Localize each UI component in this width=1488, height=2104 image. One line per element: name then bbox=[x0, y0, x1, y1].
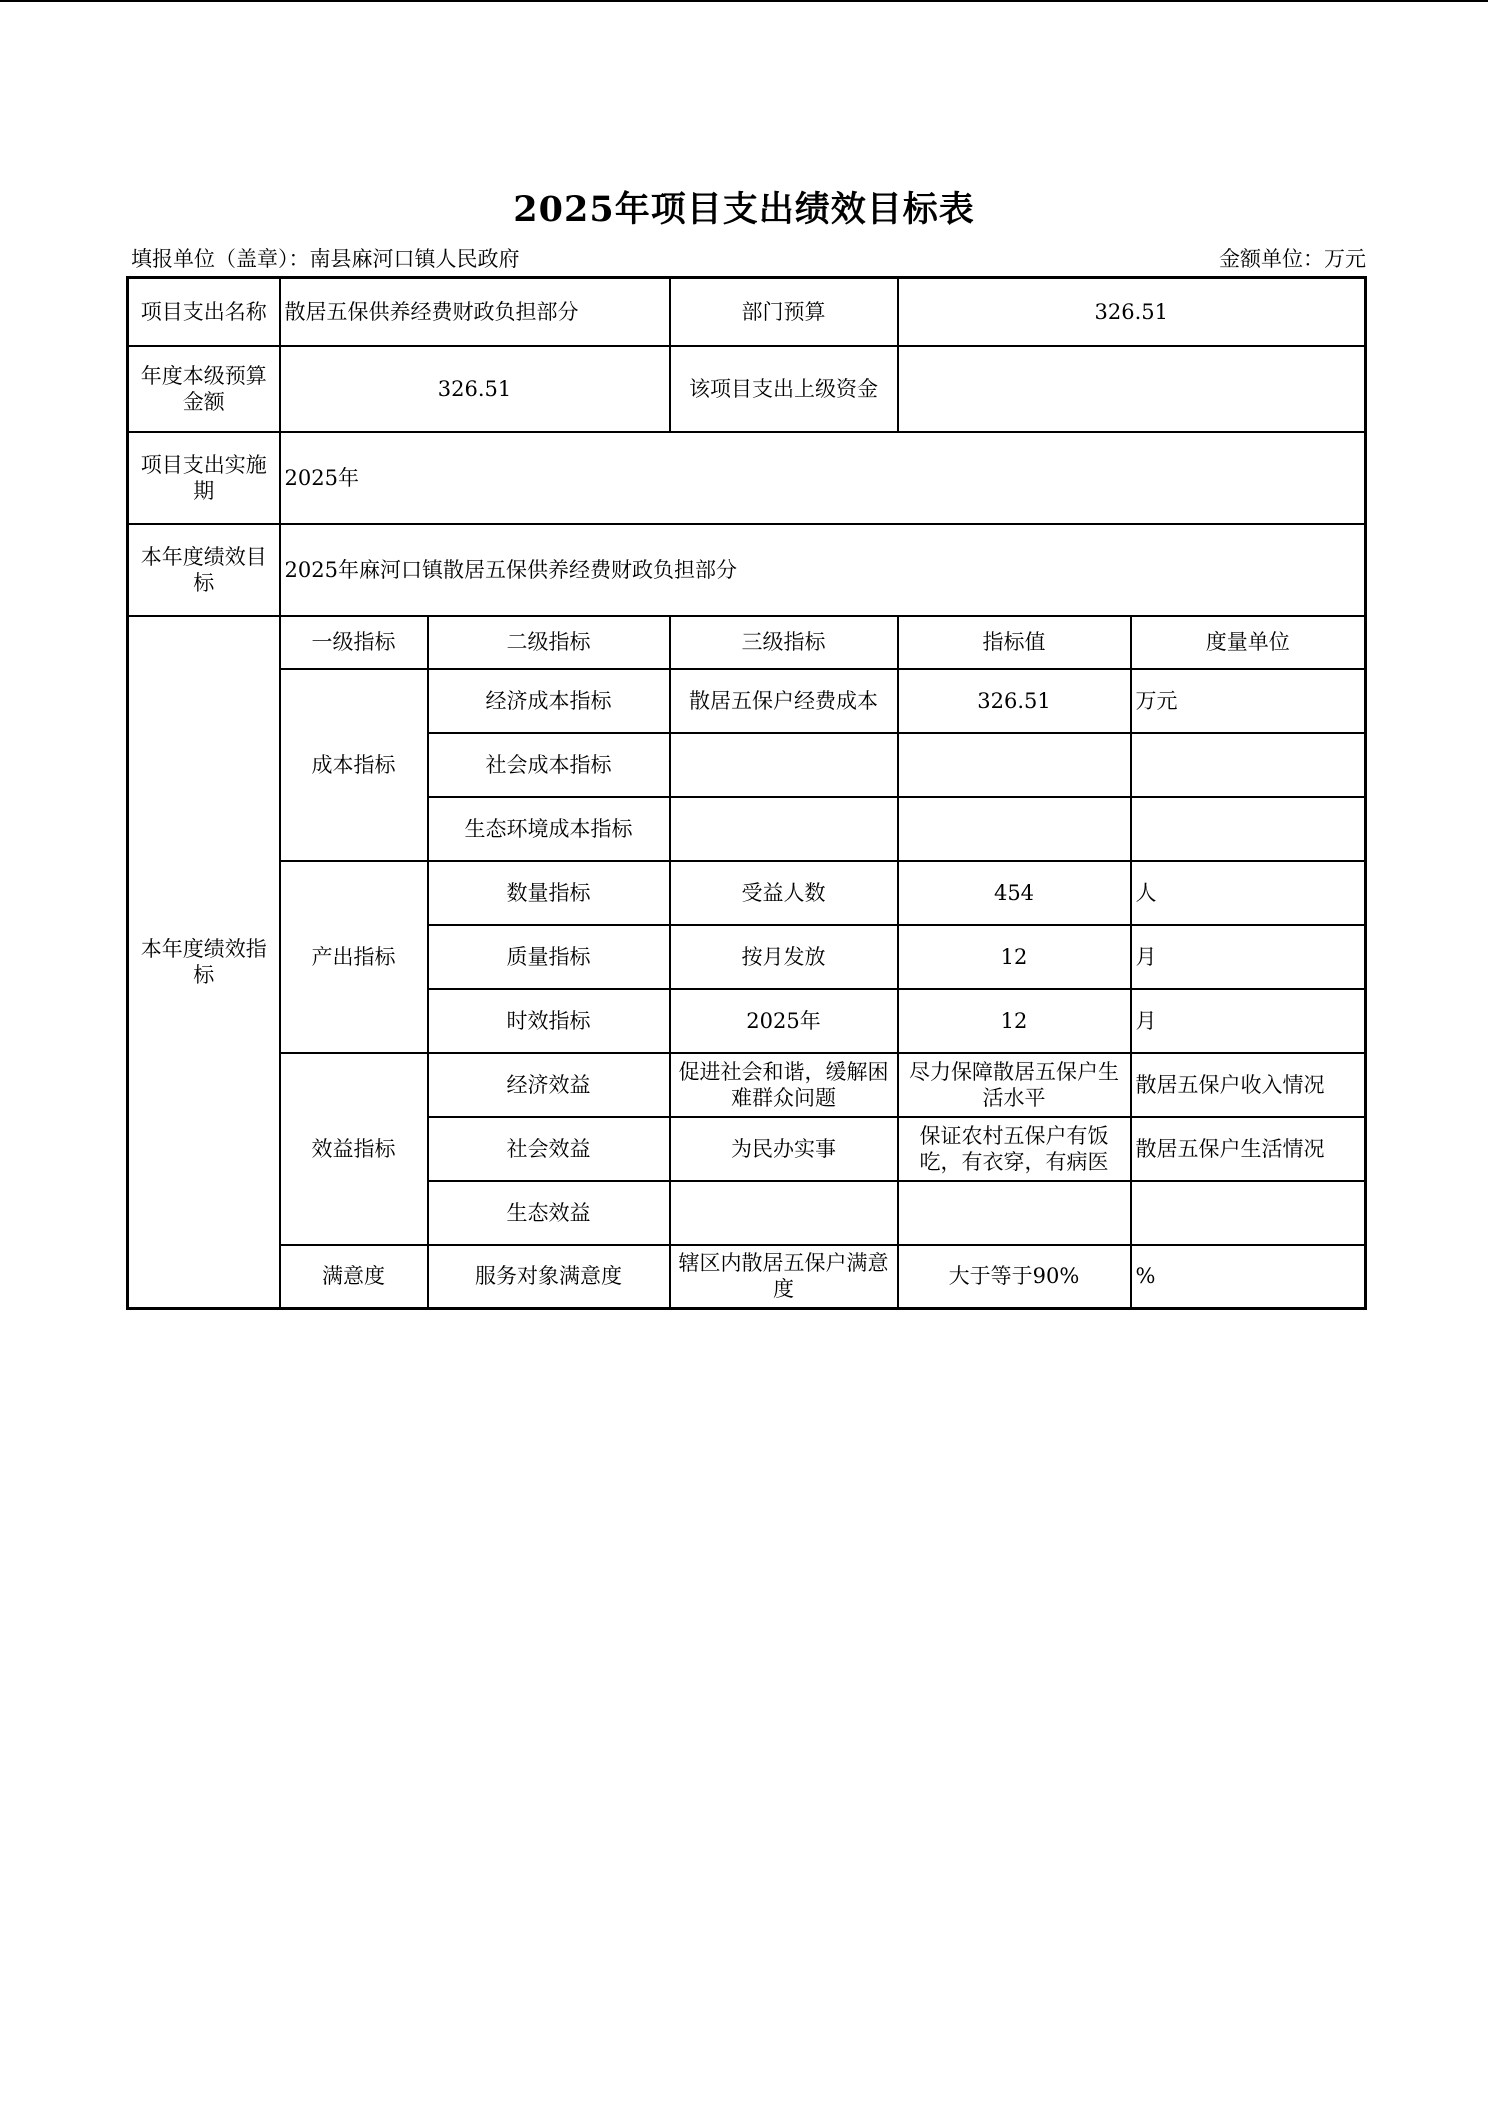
indicator-row bbox=[128, 1053, 1366, 1117]
row-project-name bbox=[128, 278, 1366, 346]
document-title: 2025年项目支出绩效目标表 bbox=[513, 189, 975, 230]
level2-indicator: 服务对象满意度 bbox=[428, 1245, 670, 1309]
indicator-row bbox=[128, 669, 1366, 733]
indicator-value: 12 bbox=[898, 989, 1131, 1053]
superior-funds-label: 该项目支出上级资金 bbox=[670, 346, 898, 432]
measure-unit bbox=[1131, 1181, 1366, 1245]
indicators-label: 本年度绩效指标 bbox=[128, 616, 280, 1309]
amount-unit: 金额单位：万元 bbox=[1219, 247, 1366, 271]
level2-indicator: 数量指标 bbox=[428, 861, 670, 925]
indicator-value: 尽力保障散居五保户生活水平 bbox=[898, 1053, 1131, 1117]
indicator-row bbox=[128, 861, 1366, 925]
measure-unit: % bbox=[1131, 1245, 1366, 1309]
level3-indicator bbox=[670, 1181, 898, 1245]
level3-indicator: 2025年 bbox=[670, 989, 898, 1053]
measure-unit: 月 bbox=[1131, 925, 1366, 989]
level3-indicator: 受益人数 bbox=[670, 861, 898, 925]
row-annual-goal bbox=[128, 524, 1366, 616]
indicator-value: 保证农村五保户有饭吃，有衣穿，有病医 bbox=[898, 1117, 1131, 1181]
level3-indicator: 按月发放 bbox=[670, 925, 898, 989]
level1-indicator: 成本指标 bbox=[280, 669, 428, 861]
page-top-border bbox=[0, 0, 1488, 2]
indicator-value bbox=[898, 733, 1131, 797]
period-label: 项目支出实施期 bbox=[128, 432, 280, 524]
reporting-unit: 填报单位（盖章）：南县麻河口镇人民政府 bbox=[131, 247, 520, 271]
indicator-header-row bbox=[128, 616, 1366, 669]
row-period bbox=[128, 432, 1366, 524]
measure-unit: 月 bbox=[1131, 989, 1366, 1053]
dept-budget-value: 326.51 bbox=[898, 278, 1366, 346]
column-header: 指标值 bbox=[898, 616, 1131, 669]
level2-indicator: 生态环境成本指标 bbox=[428, 797, 670, 861]
column-header: 一级指标 bbox=[280, 616, 428, 669]
level2-indicator: 经济效益 bbox=[428, 1053, 670, 1117]
level2-indicator: 时效指标 bbox=[428, 989, 670, 1053]
column-header: 度量单位 bbox=[1131, 616, 1366, 669]
indicator-value: 大于等于90% bbox=[898, 1245, 1131, 1309]
measure-unit: 散居五保户生活情况 bbox=[1131, 1117, 1366, 1181]
measure-unit bbox=[1131, 733, 1366, 797]
level3-indicator: 辖区内散居五保户满意度 bbox=[670, 1245, 898, 1309]
indicator-row bbox=[128, 1245, 1366, 1309]
goal-label: 本年度绩效目标 bbox=[128, 524, 280, 616]
indicator-value bbox=[898, 1181, 1131, 1245]
project-name-label: 项目支出名称 bbox=[128, 278, 280, 346]
level3-indicator bbox=[670, 797, 898, 861]
level1-indicator: 满意度 bbox=[280, 1245, 428, 1309]
measure-unit bbox=[1131, 797, 1366, 861]
row-annual-budget bbox=[128, 346, 1366, 432]
level1-indicator: 效益指标 bbox=[280, 1053, 428, 1245]
dept-budget-label: 部门预算 bbox=[670, 278, 898, 346]
annual-budget-label: 年度本级预算金额 bbox=[128, 346, 280, 432]
column-header: 二级指标 bbox=[428, 616, 670, 669]
level3-indicator: 为民办实事 bbox=[670, 1117, 898, 1181]
level2-indicator: 社会效益 bbox=[428, 1117, 670, 1181]
indicator-value: 326.51 bbox=[898, 669, 1131, 733]
level2-indicator: 社会成本指标 bbox=[428, 733, 670, 797]
measure-unit: 人 bbox=[1131, 861, 1366, 925]
project-name-value: 散居五保供养经费财政负担部分 bbox=[280, 278, 670, 346]
measure-unit: 散居五保户收入情况 bbox=[1131, 1053, 1366, 1117]
indicator-value: 454 bbox=[898, 861, 1131, 925]
superior-funds-value bbox=[898, 346, 1366, 432]
level1-indicator: 产出指标 bbox=[280, 861, 428, 1053]
level2-indicator: 生态效益 bbox=[428, 1181, 670, 1245]
indicator-value bbox=[898, 797, 1131, 861]
indicator-value: 12 bbox=[898, 925, 1131, 989]
level2-indicator: 经济成本指标 bbox=[428, 669, 670, 733]
level3-indicator: 散居五保户经费成本 bbox=[670, 669, 898, 733]
goal-value: 2025年麻河口镇散居五保供养经费财政负担部分 bbox=[280, 524, 1366, 616]
period-value: 2025年 bbox=[280, 432, 1366, 524]
level2-indicator: 质量指标 bbox=[428, 925, 670, 989]
measure-unit: 万元 bbox=[1131, 669, 1366, 733]
column-header: 三级指标 bbox=[670, 616, 898, 669]
level3-indicator bbox=[670, 733, 898, 797]
performance-target-table bbox=[126, 276, 1367, 1310]
level3-indicator: 促进社会和谐，缓解困难群众问题 bbox=[670, 1053, 898, 1117]
annual-budget-value: 326.51 bbox=[280, 346, 670, 432]
